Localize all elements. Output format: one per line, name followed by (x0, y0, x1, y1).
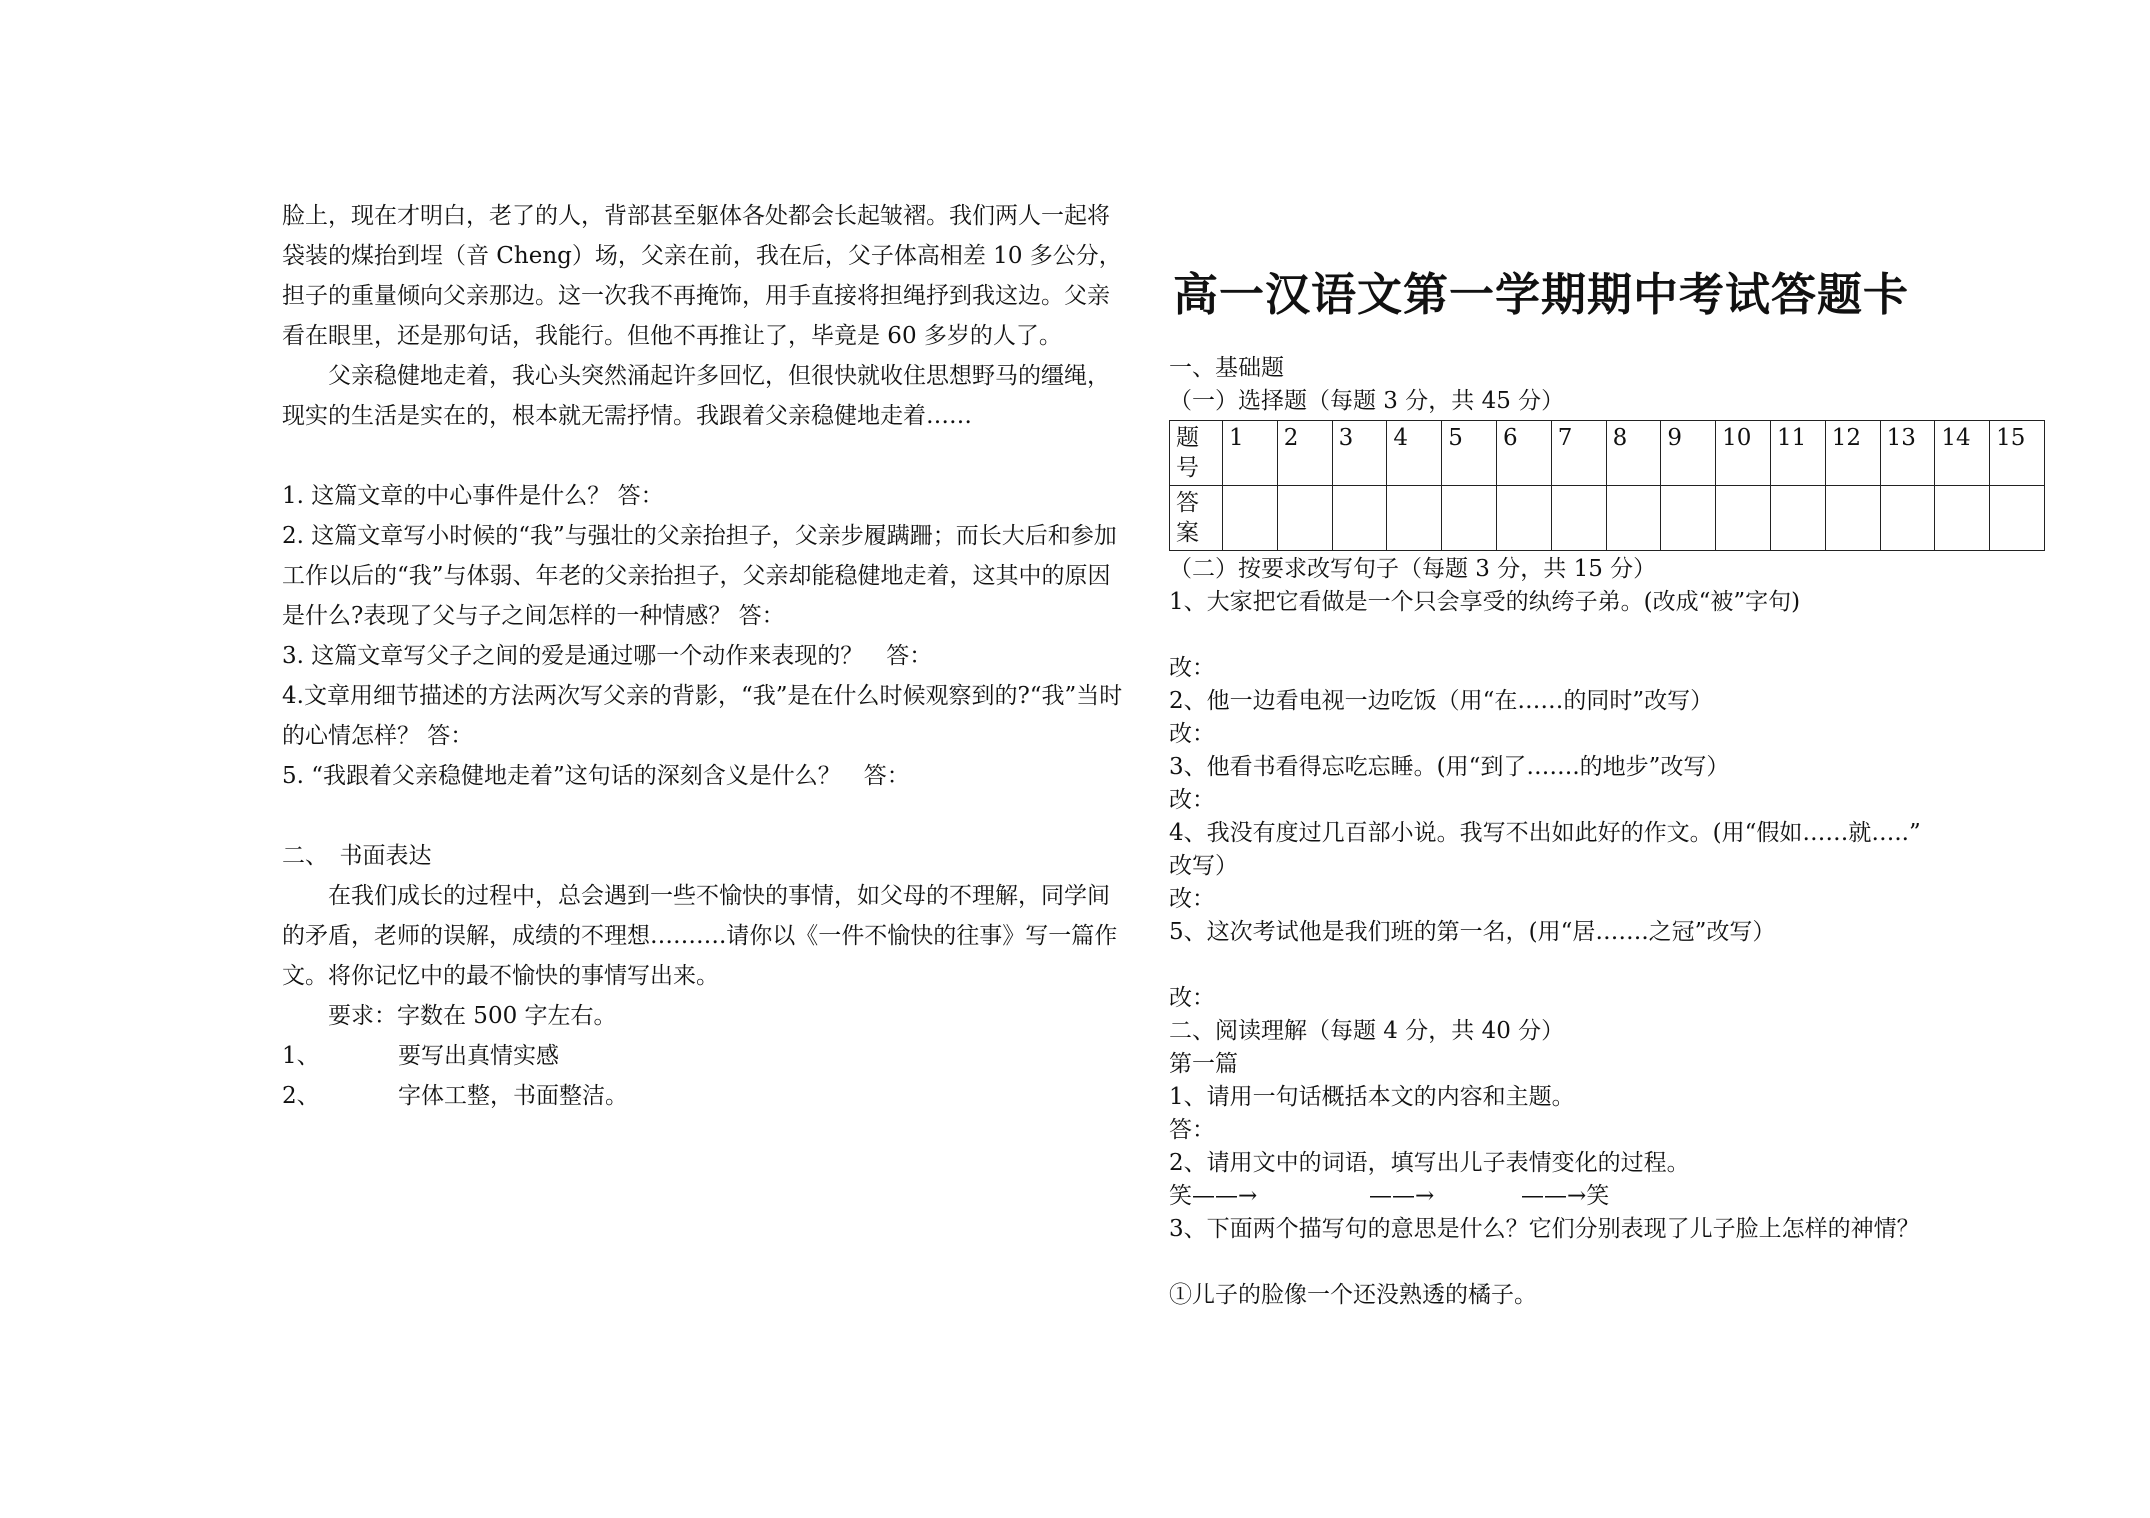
arrow-step-2: ——→ (1369, 1183, 1435, 1209)
part-2-heading: 二、阅读理解（每题 4 分，共 40 分） (1169, 1018, 1565, 1044)
arrow-step-3: ——→笑 (1521, 1183, 1610, 1209)
rewrite-answer-label: 改： (1169, 721, 1215, 747)
section-2-prompt: 在我们成长的过程中，总会遇到一些不愉快的事情，如父母的不理解，同学间的矛盾，老师的误解，成绩的不理想……….请你以《一件不愉快的往事》写一篇作文。将你记忆中的最不愉快的事情写出来。 (282, 883, 1118, 989)
answer-grid (1169, 420, 2045, 551)
question-4: 4.文章用细节描述的方法两次写父亲的背影，“我”是在什么时候观察到的?“我”当时的心情怎样？ 答： (282, 683, 1123, 749)
story-paragraph-2: 父亲稳健地走着，我心头突然涌起许多回忆，但很快就收住思想野马的缰绳，现实的生活是实在的，根本就无需抒情。我跟着父亲稳健地走着…… (282, 363, 1110, 429)
answer-cell[interactable] (1332, 486, 1387, 551)
question-5: 5. “我跟着父亲稳健地走着”这句话的深刻含义是什么？ 答： (282, 763, 910, 789)
rewrite-question-2: 2、他一边看电视一边吃饭（用“在……的同时”改写） (1169, 688, 1714, 714)
rewrite-answer-label: 改： (1169, 985, 1215, 1011)
reading-question-2: 2、请用文中的词语，填写出儿子表情变化的过程。 (1169, 1150, 1690, 1176)
question-2: 2. 这篇文章写小时候的“我”与强壮的父亲抬担子，父亲步履蹒跚；而长大后和参加工作以后的“我”与体弱、年老的父亲抬担子，父亲却能稳健地走着，这其中的原因是什么?表现了父与子之间怎样的一种情感？ 答： (282, 523, 1117, 629)
question-number-cell: 2 (1277, 421, 1332, 486)
reading-question-3-item-1: ①儿子的脸像一个还没熟透的橘子。 (1169, 1282, 1537, 1308)
requirement-label: 字体工整，书面整洁。 (398, 1083, 628, 1109)
rewrite-question-4-continued: 改写） (1169, 853, 1238, 879)
reading-answer-label: 答： (1169, 1117, 1215, 1143)
requirement-number: 1、 (282, 1043, 320, 1069)
answer-cell[interactable] (1387, 486, 1442, 551)
question-number-cell: 4 (1387, 421, 1442, 486)
answer-cell[interactable] (1825, 486, 1880, 551)
question-number-cell: 5 (1442, 421, 1497, 486)
question-number-cell: 11 (1770, 421, 1825, 486)
question-3: 3. 这篇文章写父子之间的爱是通过哪一个动作来表现的？ 答： (282, 643, 933, 669)
answer-cell[interactable] (1770, 486, 1825, 551)
rewrite-answer-label: 改： (1169, 655, 1215, 681)
question-number-cell: 10 (1716, 421, 1771, 486)
question-number-cell: 6 (1496, 421, 1551, 486)
requirement-text: 要求：字数在 500 字左右。 (328, 1003, 617, 1029)
expression-change-chain (1169, 1180, 2039, 1213)
requirement-item (282, 1036, 1128, 1076)
answer-row (1170, 486, 2045, 551)
answer-cell[interactable] (1496, 486, 1551, 551)
story-paragraph-1: 脸上，现在才明白，老了的人，背部甚至躯体各处都会长起皱褶。我们两人一起将袋装的煤抬到埕（音 Cheng）场，父亲在前，我在后，父子体高相差 10 多公分，担子的重量倾向父亲那边。这一次我不再掩饰，用手直接将担绳抒到我这边。父亲看在眼里，还是那句话，我能行。但他不再推让了，毕竟是 60 多岁的人了。 (282, 203, 1122, 349)
row-header-answer: 答案 (1170, 486, 1223, 551)
arrow-step-1: 笑——→ (1169, 1183, 1258, 1209)
question-1: 1. 这篇文章的中心事件是什么？ 答： (282, 483, 664, 509)
rewrite-question-4: 4、我没有度过几百部小说。我写不出如此好的作文。(用“假如……就…..” (1169, 820, 1921, 846)
question-number-cell: 1 (1223, 421, 1278, 486)
question-number-cell: 7 (1551, 421, 1606, 486)
answer-cell[interactable] (1606, 486, 1661, 551)
answer-sheet-body (1169, 352, 2039, 1312)
question-number-cell: 8 (1606, 421, 1661, 486)
answer-sheet-title: 高一汉语文第一学期期中考试答题卡 (1173, 268, 1910, 321)
rewrite-question-1: 1、大家把它看做是一个只会享受的纨绔子弟。(改成“被”字句) (1169, 589, 1801, 615)
question-number-cell: 15 (1990, 421, 2045, 486)
answer-cell[interactable] (1661, 486, 1716, 551)
part-1-heading: 一、基础题 (1169, 355, 1284, 381)
rewrite-answer-label: 改： (1169, 787, 1215, 813)
part-1-sub-2-heading: （二）按要求改写句子（每题 3 分，共 15 分） (1169, 556, 1657, 582)
left-column (282, 196, 1128, 1116)
rewrite-question-3: 3、他看书看得忘吃忘睡。(用“到了…….的地步”改写） (1169, 754, 1730, 780)
answer-cell[interactable] (1551, 486, 1606, 551)
reading-question-1: 1、请用一句话概括本文的内容和主题。 (1169, 1084, 1575, 1110)
answer-cell[interactable] (1935, 486, 1990, 551)
rewrite-answer-label: 改： (1169, 886, 1215, 912)
section-2-title: 二、 书面表达 (282, 843, 432, 869)
part-1-sub-1-heading: （一）选择题（每题 3 分，共 45 分） (1169, 388, 1565, 414)
article-1-label: 第一篇 (1169, 1051, 1238, 1077)
question-number-cell: 12 (1825, 421, 1880, 486)
answer-cell[interactable] (1716, 486, 1771, 551)
question-number-cell: 9 (1661, 421, 1716, 486)
requirement-number: 2、 (282, 1083, 320, 1109)
answer-cell[interactable] (1442, 486, 1497, 551)
answer-cell[interactable] (1277, 486, 1332, 551)
question-number-cell: 13 (1880, 421, 1935, 486)
question-number-cell: 3 (1332, 421, 1387, 486)
rewrite-question-5: 5、这次考试他是我们班的第一名，(用“居…….之冠”改写） (1169, 919, 1776, 945)
question-number-cell: 14 (1935, 421, 1990, 486)
requirement-label: 要写出真情实感 (398, 1043, 559, 1069)
answer-cell[interactable] (1880, 486, 1935, 551)
row-header-question-number: 题号 (1170, 421, 1223, 486)
reading-question-3: 3、下面两个描写句的意思是什么？它们分别表现了儿子脸上怎样的神情？ (1169, 1216, 1920, 1242)
requirement-item (282, 1076, 1128, 1116)
answer-cell[interactable] (1223, 486, 1278, 551)
answer-cell[interactable] (1990, 486, 2045, 551)
question-number-row (1170, 421, 2045, 486)
